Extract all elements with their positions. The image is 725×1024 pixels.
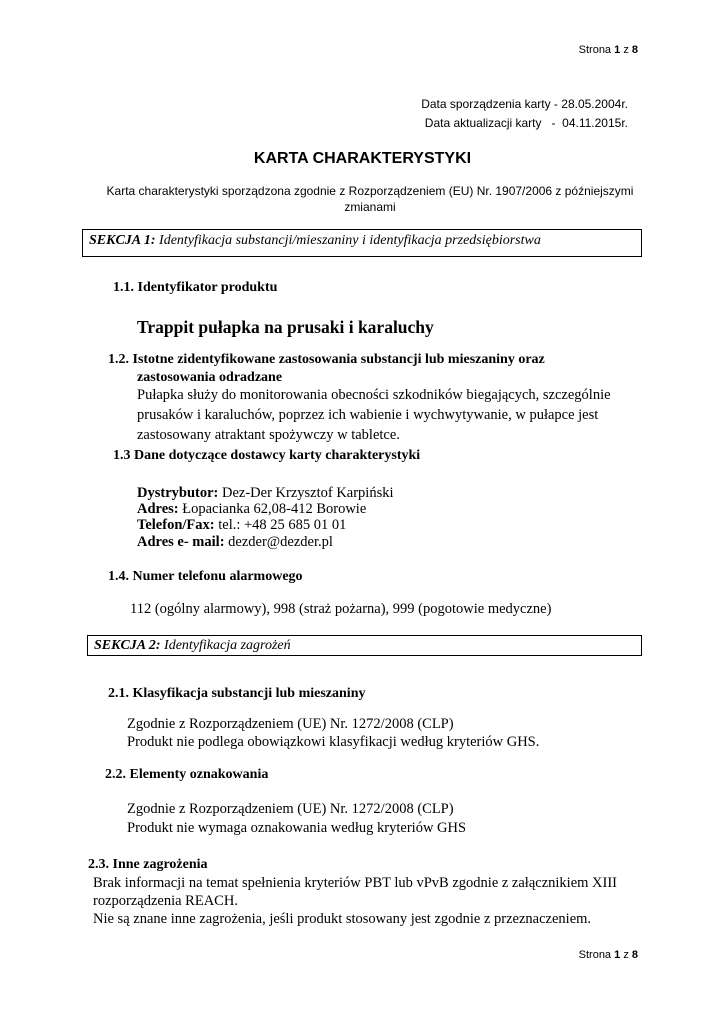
other-hazards-line2: rozporządzenia REACH. (93, 893, 238, 909)
heading-2-2: 2.2. Elementy oznakowania (105, 767, 269, 782)
product-name: Trappit pułapka na prusaki i karaluchy (137, 317, 434, 337)
section-1-header (82, 229, 642, 257)
section-2-title: Identyfikacja zagrożeń (164, 638, 291, 653)
heading-1-2-line2: zastosowania odradzane (137, 370, 283, 385)
labelling-line2: Produkt nie wymaga oznakowania według kryteriów GHS (127, 820, 467, 836)
section-1-label: SEKCJA 1: (89, 233, 156, 248)
date-created: Data sporządzenia karty - 28.05.2004r. (421, 97, 628, 111)
heading-1-3: 1.3 Dane dotyczące dostawcy karty charakterystyki (113, 448, 421, 463)
section-1-title: Identyfikacja substancji/mieszaniny i identyfikacja przedsiębiorstwa (159, 233, 541, 248)
heading-2-3: 2.3. Inne zagrożenia (88, 857, 208, 872)
address-line: Adres: Łopacianka 62,08-412 Borowie (137, 501, 367, 517)
heading-2-1: 2.1. Klasyfikacja substancji lub mieszaniny (108, 686, 366, 701)
heading-1-2-line1: 1.2. Istotne zidentyfikowane zastosowania substancji lub mieszaniny oraz (108, 352, 545, 367)
heading-1-4: 1.4. Numer telefonu alarmowego (108, 569, 303, 584)
distributor-line: Dystrybutor: Dez-Der Krzysztof Karpiński (137, 485, 394, 501)
heading-1-1: 1.1. Identyfikator produktu (113, 280, 278, 295)
labelling-line1: Zgodnie z Rozporządzeniem (UE) Nr. 1272/2008 (CLP) (127, 801, 454, 817)
document-subtitle: Karta charakterystyki sporządzona zgodnie z Rozporządzeniem (EU) Nr. 1907/2006 z późniejszymi zmianami (106, 184, 634, 214)
email-line: Adres e- mail: dezder@dezder.pl (137, 534, 333, 550)
section-2-header (87, 635, 642, 656)
document-title: KARTA CHARAKTERYSTYKI (253, 150, 472, 167)
classification-line2: Produkt nie podlega obowiązkowi klasyfikacji według kryteriów GHS. (127, 734, 540, 750)
classification-line1: Zgodnie z Rozporządzeniem (UE) Nr. 1272/2008 (CLP) (127, 716, 454, 732)
use-text-line1: Pułapka służy do monitorowania obecności szkodników biegających, szczególnie (137, 387, 611, 403)
emergency-numbers: 112 (ogólny alarmowy), 998 (straż pożarna), 999 (pogotowie medyczne) (130, 601, 552, 617)
other-hazards-line3: Nie są znane inne zagrożenia, jeśli produkt stosowany jest zgodnie z przeznaczeniem. (93, 911, 592, 927)
section-2-label: SEKCJA 2: (94, 638, 161, 653)
use-text-line2: prusaków i karaluchów, poprzez ich wabienie i wychwytywanie, w pułapce jest (137, 407, 599, 423)
phone-line: Telefon/Fax: tel.: +48 25 685 01 01 (137, 517, 347, 533)
other-hazards-line1: Brak informacji na temat spełnienia kryteriów PBT lub vPvB zgodnie z załącznikiem XIII (93, 875, 617, 891)
page-number-top: Strona 1 z 8 (578, 44, 638, 56)
date-updated: Data aktualizacji karty - 04.11.2015r. (424, 116, 628, 130)
use-text-line3: zastosowany atraktant spożywczy w tabletce. (137, 427, 400, 443)
page-number-bottom: Strona 1 z 8 (578, 949, 638, 961)
